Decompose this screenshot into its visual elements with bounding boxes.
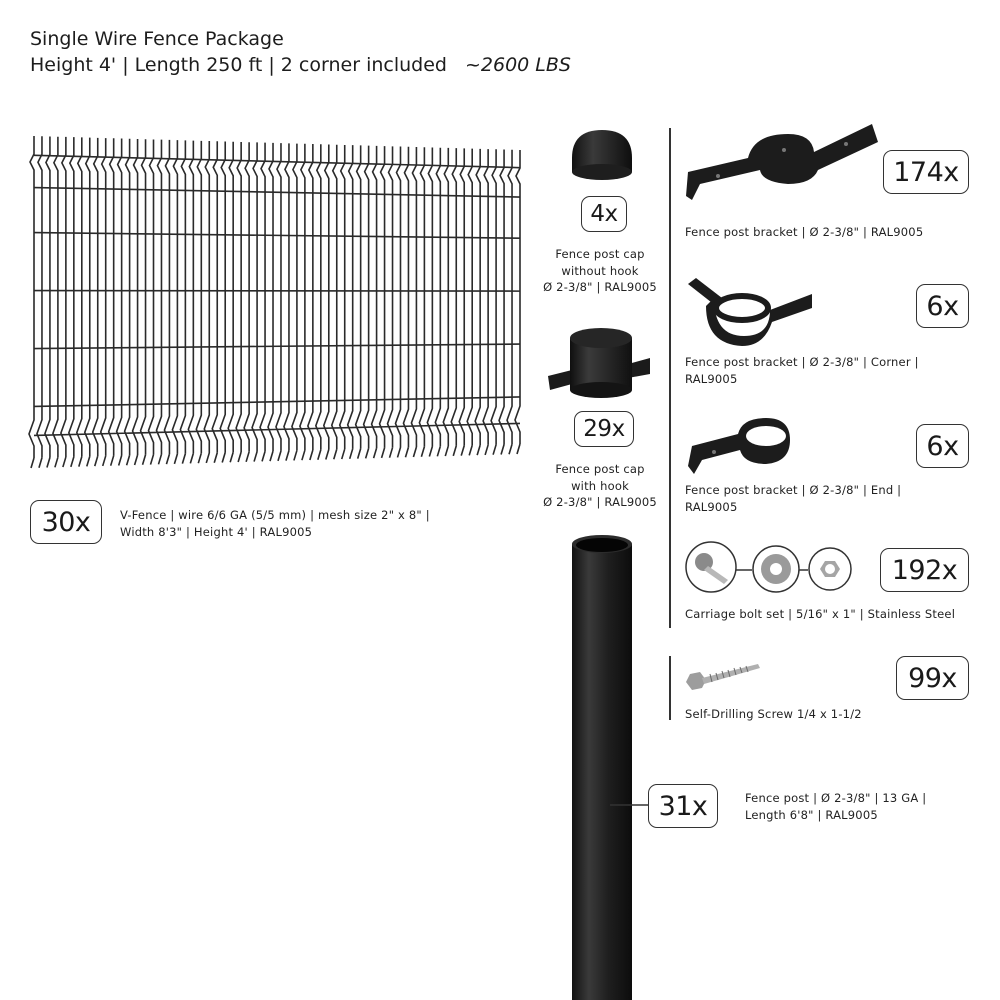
end-bracket-description	[685, 482, 901, 515]
cap-no-hook-description	[540, 246, 660, 296]
corner-bracket-description	[685, 354, 919, 387]
package-title	[30, 26, 571, 78]
title-line-1: Single Wire Fence Package	[30, 28, 284, 50]
corner-bracket-image	[686, 276, 816, 348]
screw-description: Self-Drilling Screw 1/4 x 1-1/2	[685, 707, 862, 721]
corner-bracket-line-1: Fence post bracket | Ø 2-3/8" | Corner |	[685, 355, 919, 369]
corner-bracket-qty-badge: 6x	[916, 284, 969, 328]
screw-divider-line	[669, 656, 671, 720]
end-bracket-qty-badge: 6x	[916, 424, 969, 468]
corner-bracket-line-2: RAL9005	[685, 371, 738, 386]
screw-qty-badge: 99x	[896, 656, 969, 700]
post-cap-with-hook-image	[546, 326, 654, 406]
fence-post-image	[568, 534, 638, 1000]
bracket-qty-badge: 174x	[883, 150, 969, 194]
caps-divider-line	[669, 128, 671, 628]
bolt-set-description: Carriage bolt set | 5/16" x 1" | Stainless Steel	[685, 607, 956, 621]
panel-desc-line-1: V-Fence | wire 6/6 GA (5/5 mm) | mesh size 2" x 8" |	[120, 508, 430, 522]
cap-no-hook-line-1: Fence post cap	[555, 247, 645, 261]
post-qty-badge: 31x	[648, 784, 718, 828]
cap-hook-line-2: with hook	[571, 478, 629, 493]
cap-no-hook-line-3: Ø 2-3/8" | RAL9005	[543, 280, 657, 294]
end-bracket-line-1: Fence post bracket | Ø 2-3/8" | End |	[685, 483, 902, 497]
end-bracket-image	[686, 412, 816, 478]
cap-hook-description	[540, 461, 660, 511]
cap-hook-line-1: Fence post cap	[555, 462, 645, 476]
bracket-description: Fence post bracket | Ø 2-3/8" | RAL9005	[685, 225, 924, 239]
fence-panel-image	[28, 128, 528, 480]
post-leader-line	[610, 803, 650, 807]
bolt-set-qty-badge: 192x	[880, 548, 969, 592]
panel-description	[120, 507, 430, 540]
package-specs: Height 4' | Length 250 ft | 2 corner included	[30, 54, 447, 76]
panel-desc-line-2: Width 8'3" | Height 4' | RAL9005	[120, 524, 313, 539]
panel-qty-badge: 30x	[30, 500, 102, 544]
cap-no-hook-qty-badge: 4x	[581, 196, 627, 232]
end-bracket-line-2: RAL9005	[685, 499, 738, 514]
cap-hook-qty-badge: 29x	[574, 411, 634, 447]
post-description	[745, 790, 926, 823]
package-weight: ~2600 LBS	[464, 54, 571, 76]
cap-no-hook-line-2: without hook	[561, 263, 639, 278]
self-drilling-screw-image	[684, 656, 764, 696]
post-line-2: Length 6'8" | RAL9005	[745, 807, 878, 822]
fence-post-bracket-image	[680, 120, 880, 210]
post-line-1: Fence post | Ø 2-3/8" | 13 GA |	[745, 791, 927, 805]
cap-hook-line-3: Ø 2-3/8" | RAL9005	[543, 495, 657, 509]
title-line-2	[30, 52, 571, 78]
carriage-bolt-set-image	[684, 540, 854, 600]
post-cap-without-hook-image	[568, 128, 636, 188]
